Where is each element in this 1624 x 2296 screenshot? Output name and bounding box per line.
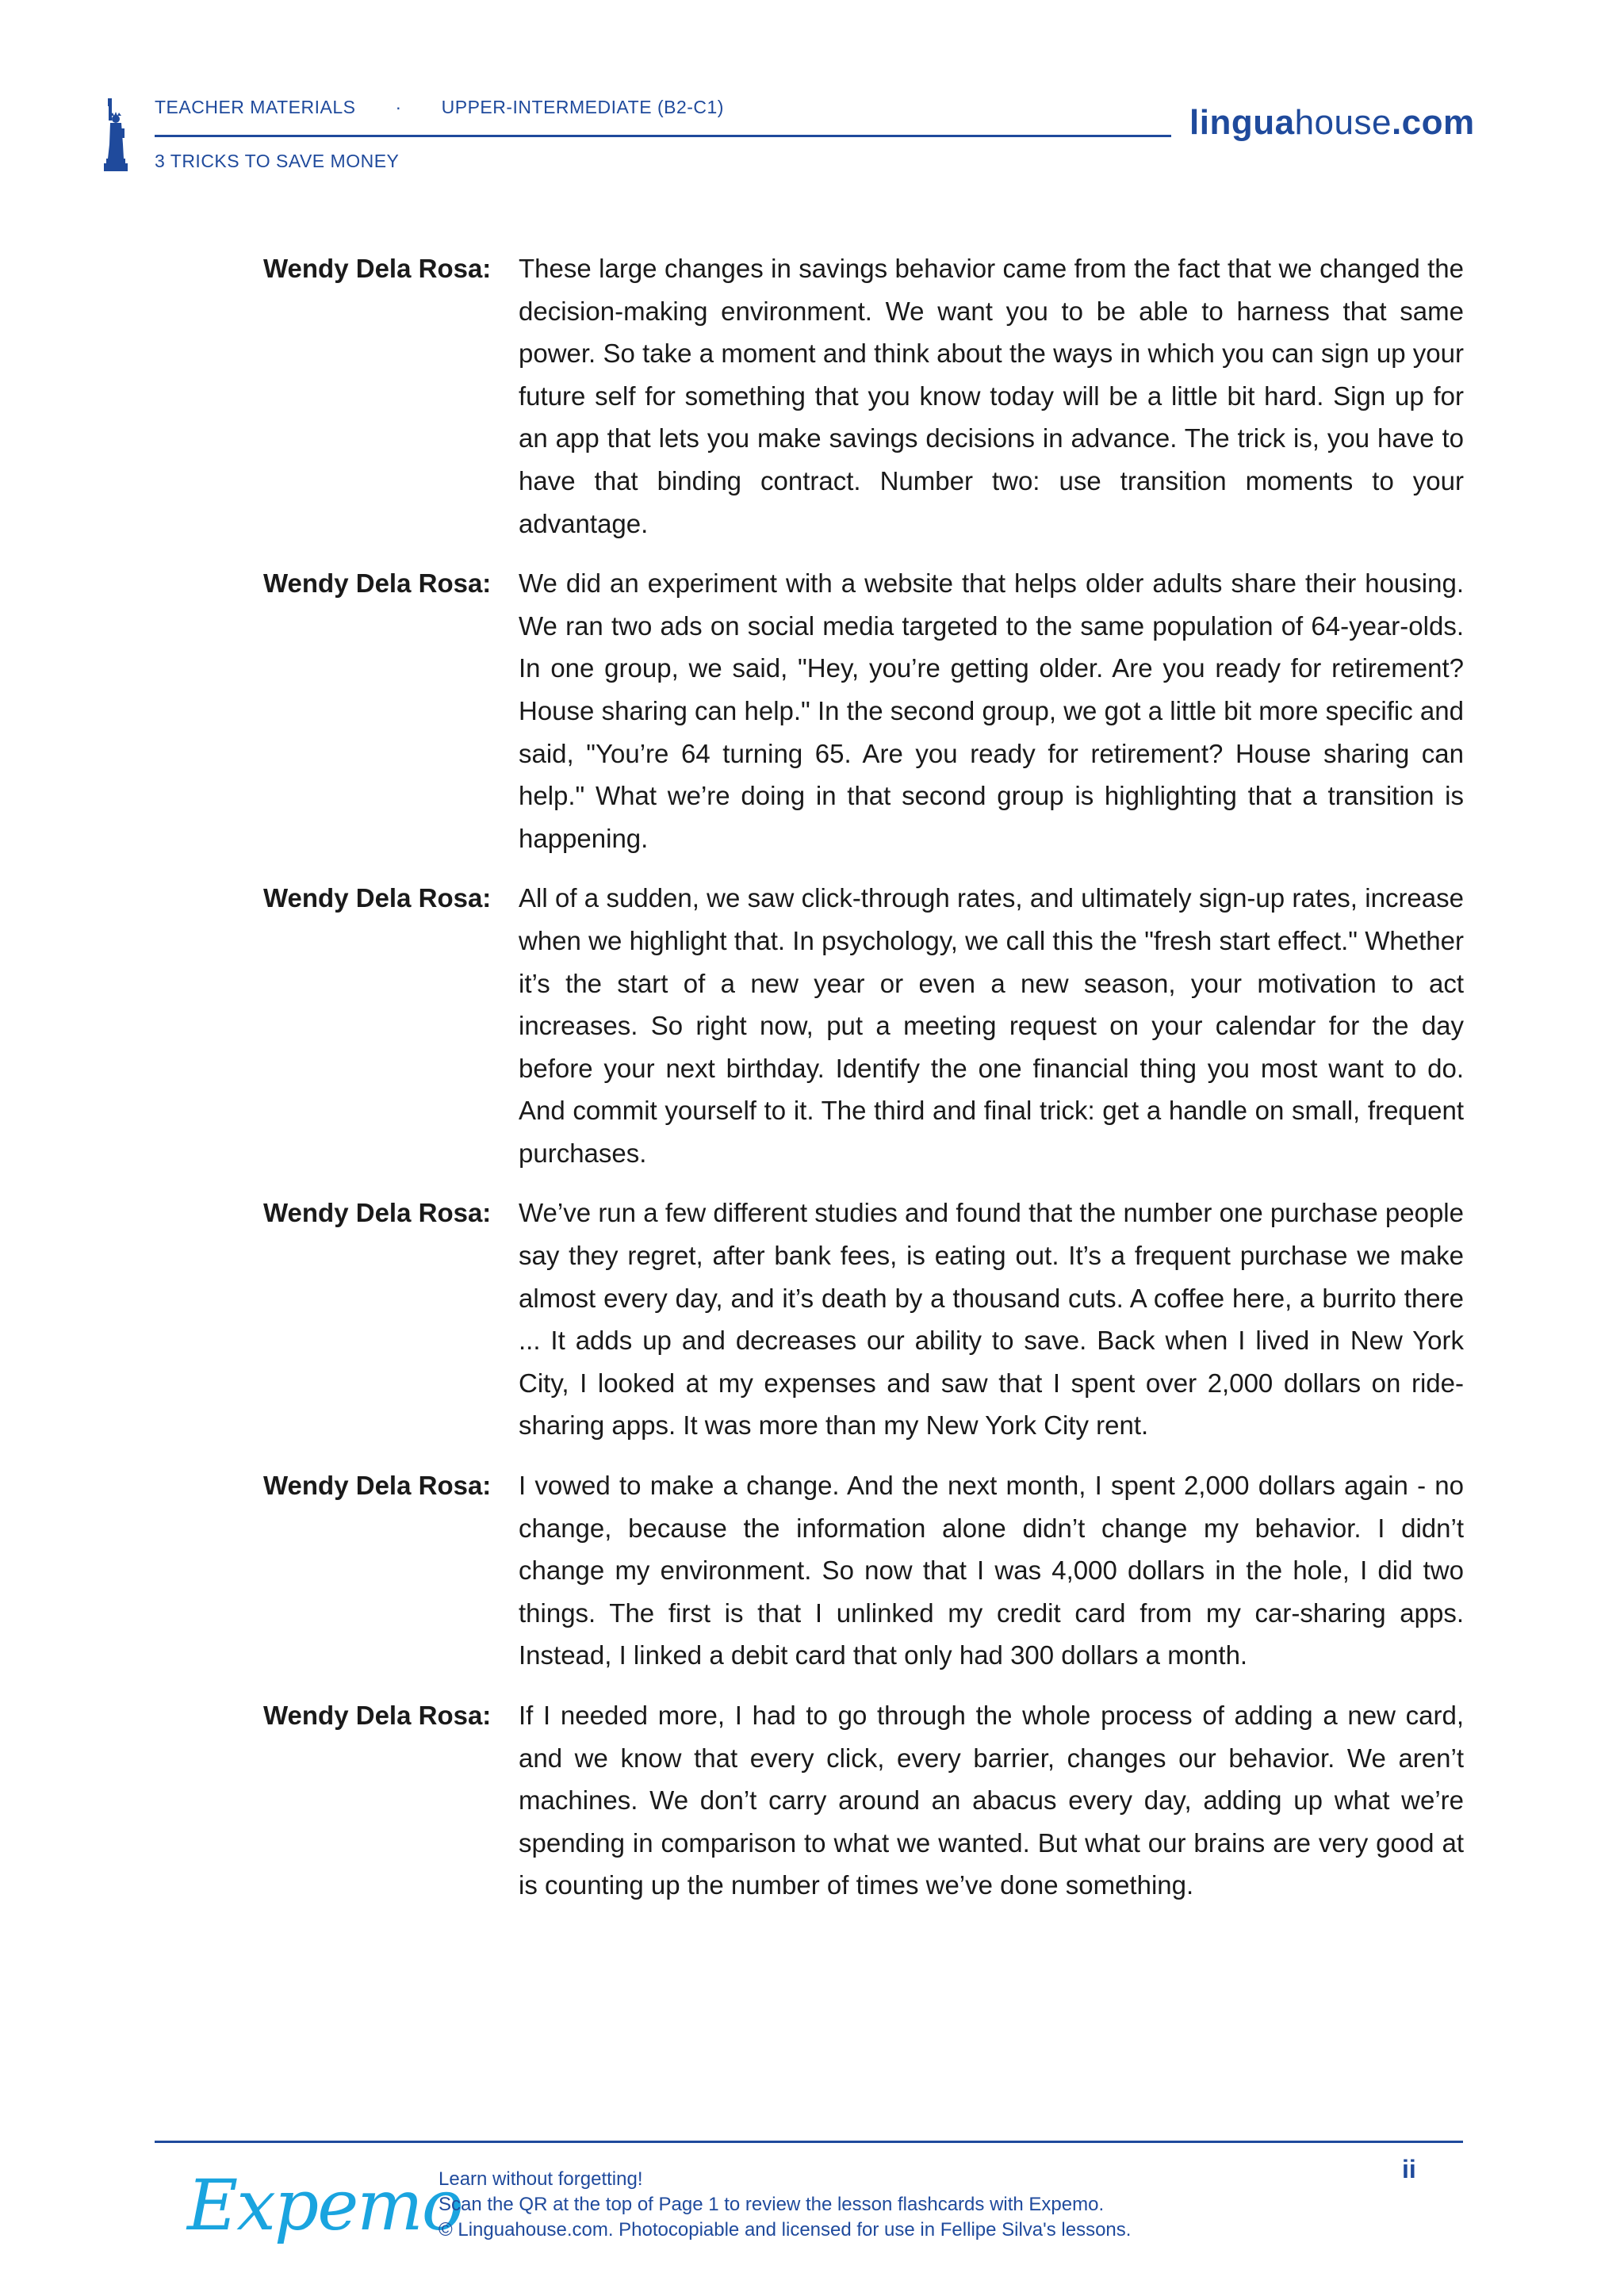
speech-text: These large changes in savings behavior came from the fact that we changed the decision-making environment. We want you to be able to harness that same power. So take a moment and think about the ways in which you can sign up your future self for something that you know today will be a little bit hard. Sign up for an app that lets you make savings decisions in advance. The trick is, you have to have that binding contract. Number two: use transition moments to your advantage. — [519, 254, 1464, 538]
transcript-entry — [263, 877, 1464, 1174]
header-separator: · — [395, 97, 402, 117]
footer-copyright: © Linguahouse.com. Photocopiable and licensed for use in Fellipe Silva's lessons. — [439, 2219, 1132, 2241]
speech-text: We did an experiment with a website that helps older adults share their housing. We ran two ads on social media targeted to the same population of 64-year-olds. In one group, we said, "Hey, you’re getting older. Are you ready for retirement? House sharing can help." In the second group, we got a little bit more specific and said, "You’re 64 turning 65. Are you ready for retirement? House sharing can help." What we’re doing in that second group is highlighting that a transition is happening. — [519, 568, 1464, 853]
statue-of-liberty-icon — [100, 98, 132, 171]
brand-part-com: .com — [1391, 103, 1475, 142]
speech-text: If I needed more, I had to go through the whole process of adding a new card, and we know that every click, every barrier, changes our behavior. We aren’t machines. We don’t carry around an abacus every day, adding up what we’re spending in comparison to what we wanted. But what our brains are very good at is counting up the number of times we’ve done something. — [519, 1701, 1464, 1900]
page-header — [0, 0, 1624, 190]
transcript-entry — [263, 1192, 1464, 1447]
category-label: TEACHER MATERIALS — [155, 97, 356, 117]
transcript-entry — [263, 1464, 1464, 1677]
header-meta — [155, 97, 724, 118]
page-number: ii — [1402, 2155, 1416, 2183]
speech-text: We’ve run a few different studies and found that the number one purchase people say they regret, after bank fees, is eating out. It’s a frequent purchase we make almost every day, and it’s death by a thousand cuts. A coffee here, a burrito there ... It adds up and decreases our ability to save. Back when I lived in New York City, I looked at my expenses and saw that I spent over 2,000 dollars on ride-sharing apps. It was more than my New York City rent. — [519, 1198, 1464, 1441]
speech-text: All of a sudden, we saw click-through rates, and ultimately sign-up rates, increase when we highlight that. In psychology, we call this the "fresh start effect." Whether it’s the start of a new year or even a new season, your motivation to act increases. So right now, put a meeting request on your calendar for the day before your next birthday. Identify the one financial thing you most want to do. And commit yourself to it. The third and final trick: get a handle on small, frequent purchases. — [519, 883, 1464, 1168]
speaker-name: Wendy Dela Rosa: — [263, 1198, 492, 1228]
level-label: UPPER-INTERMEDIATE (B2-C1) — [441, 97, 724, 117]
brand-part-lingua: lingua — [1189, 103, 1295, 142]
speaker-name: Wendy Dela Rosa: — [263, 254, 492, 283]
speech-text: I vowed to make a change. And the next month, I spent 2,000 dollars again - no change, because the information alone didn’t change my behavior. I didn’t change my environment. So now that I was 4,000 dollars in the hole, I did two things. The first is that I unlinked my credit card from my car-sharing apps. Instead, I linked a debit card that only had 300 dollars a month. — [519, 1471, 1464, 1670]
footer-tagline: Learn without forgetting! — [439, 2168, 643, 2190]
footer-divider — [155, 2141, 1463, 2143]
transcript-entry — [263, 247, 1464, 545]
brand-part-house: house — [1294, 103, 1392, 142]
header-divider — [155, 135, 1171, 137]
transcript — [263, 247, 1464, 1924]
footer-info — [439, 2167, 1131, 2243]
linguahouse-logo — [1189, 103, 1475, 143]
transcript-entry — [263, 562, 1464, 859]
speaker-name: Wendy Dela Rosa: — [263, 1701, 492, 1730]
speaker-name: Wendy Dela Rosa: — [263, 883, 492, 913]
lesson-title: 3 TRICKS TO SAVE MONEY — [155, 151, 400, 171]
speaker-name: Wendy Dela Rosa: — [263, 568, 492, 599]
speaker-name: Wendy Dela Rosa: — [263, 1471, 492, 1501]
footer-qr-instruction: Scan the QR at the top of Page 1 to review the lesson flashcards with Expemo. — [439, 2194, 1105, 2215]
expemo-logo: Expemo — [187, 2164, 462, 2246]
transcript-entry — [263, 1694, 1464, 1907]
